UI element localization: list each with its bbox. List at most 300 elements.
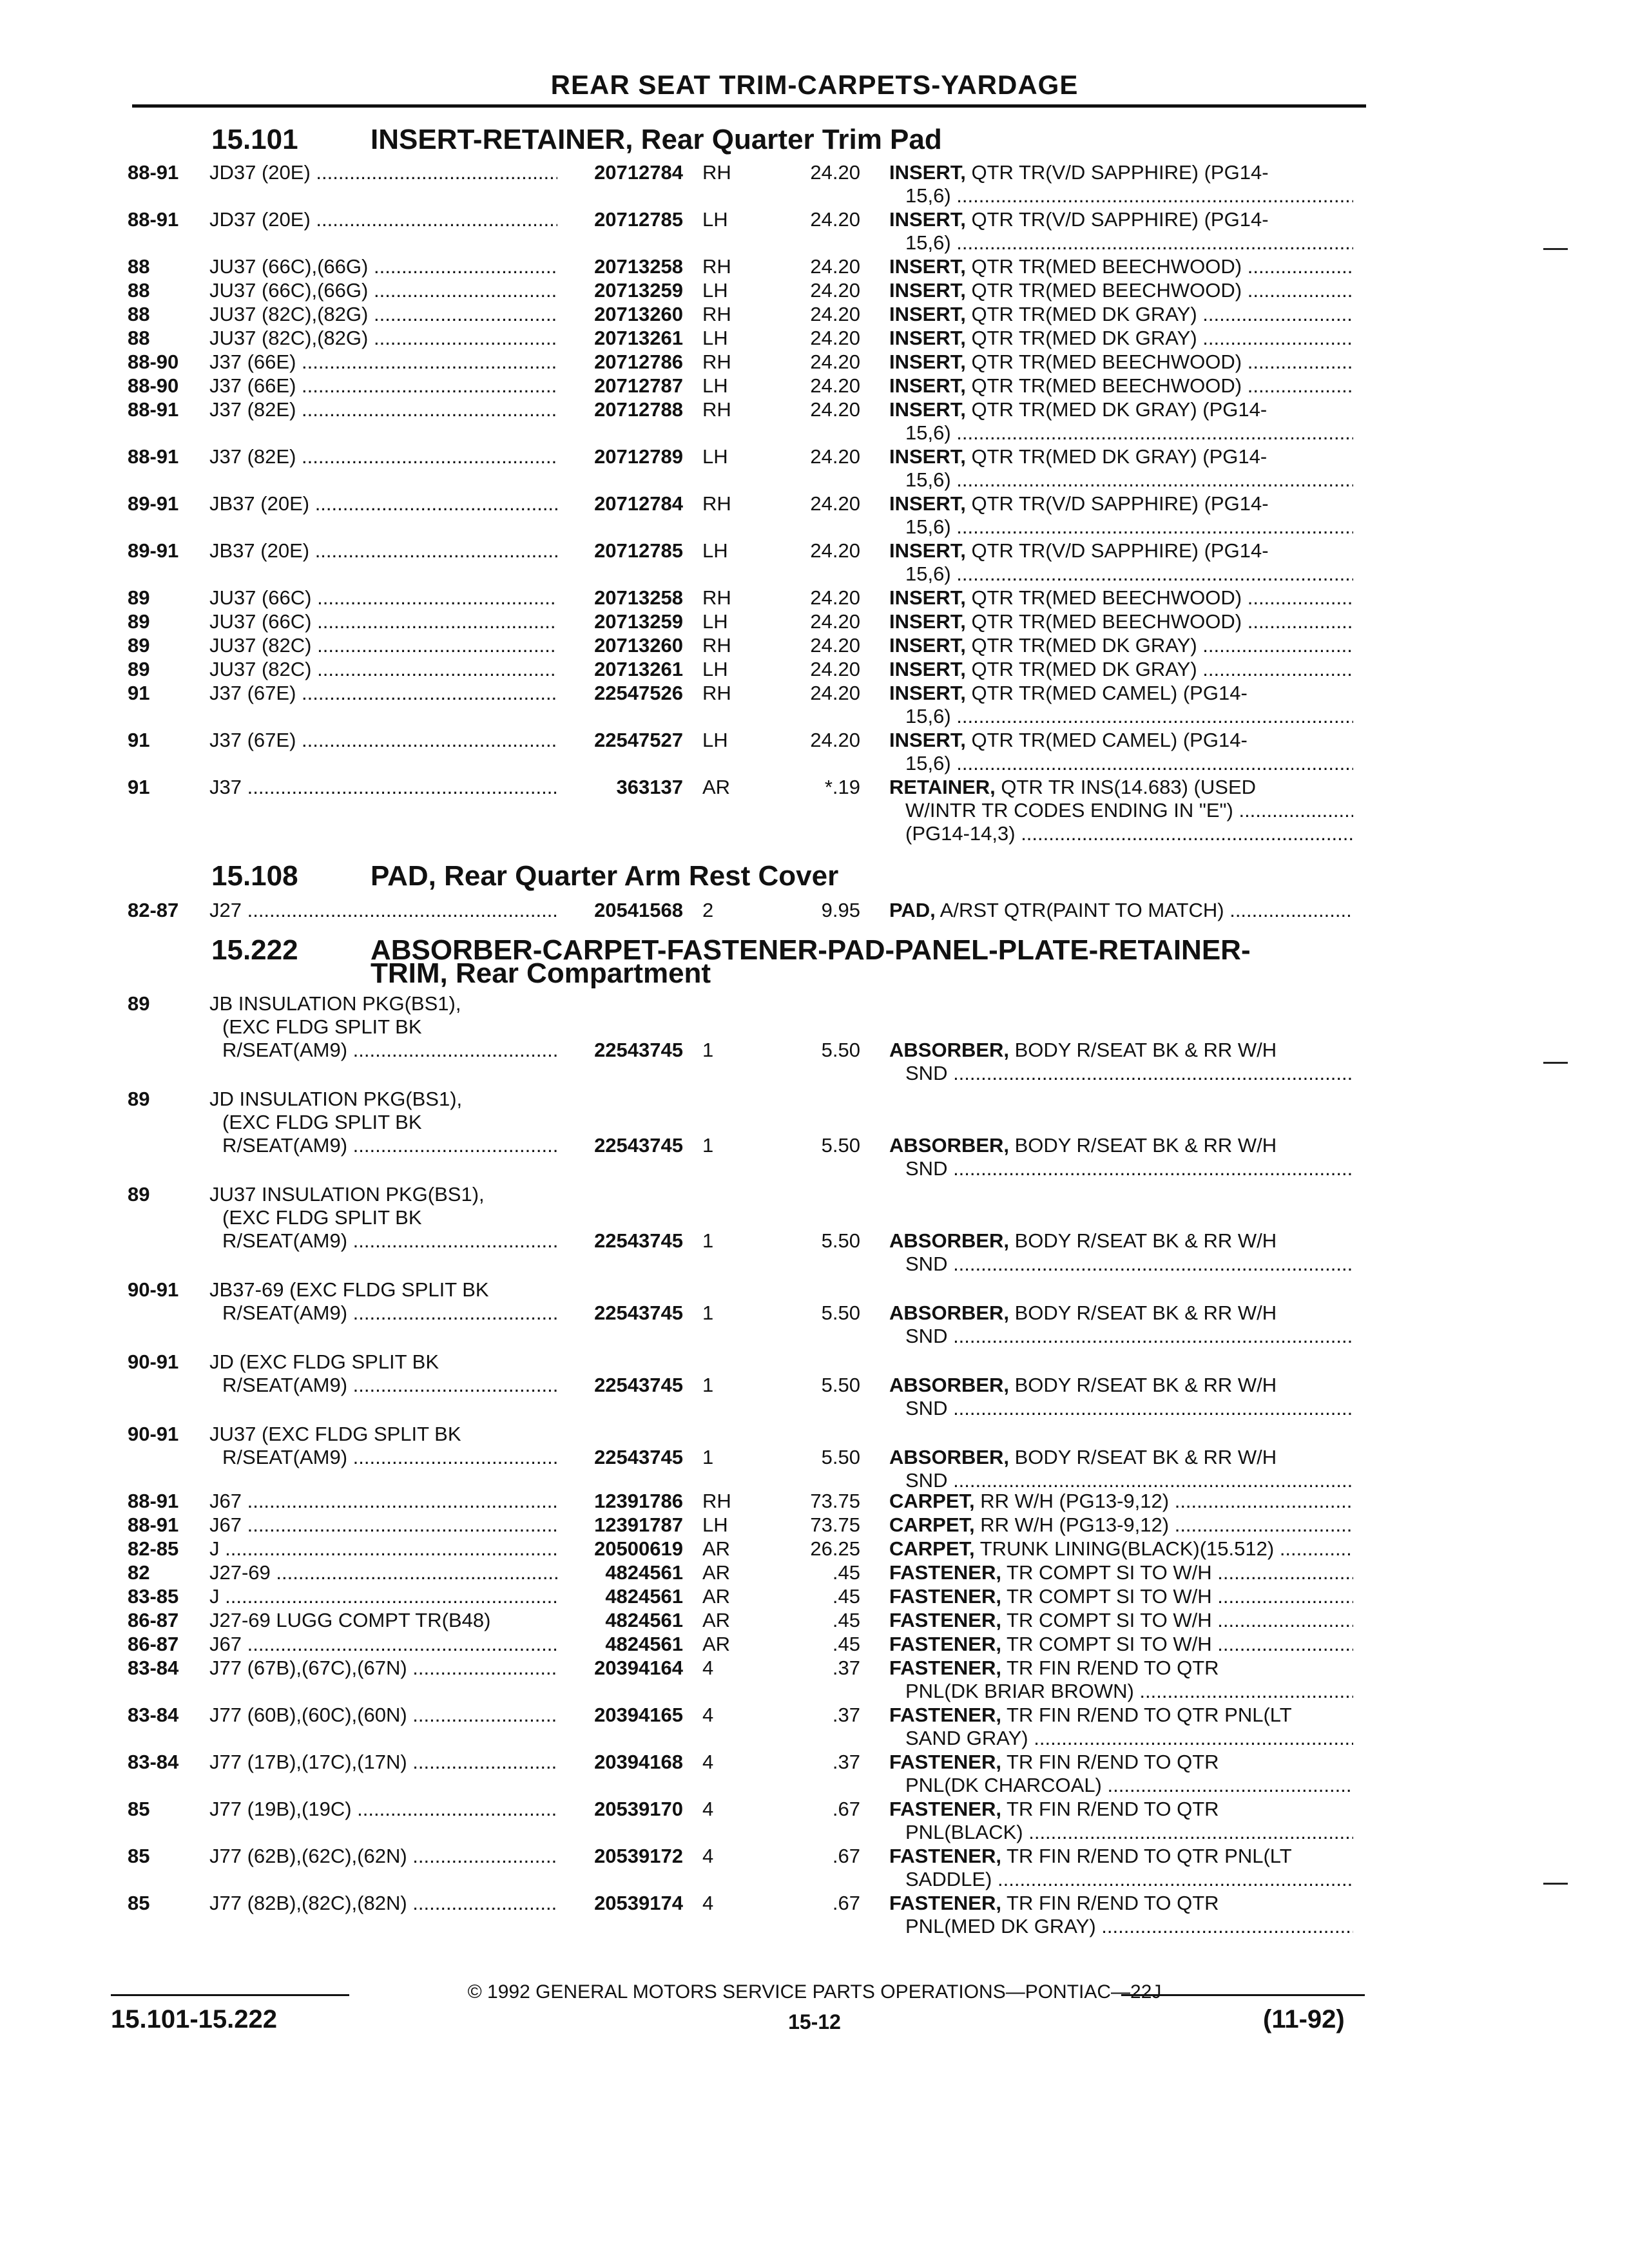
part-number: 22543745 [594, 1039, 683, 1061]
part-number: 12391787 [594, 1514, 683, 1536]
part-description-cont: 15,6) ..... [905, 705, 1353, 728]
part-name: INSERT, [889, 374, 966, 397]
model-year: 88-90 [128, 351, 179, 373]
model-code: JU37 (EXC FLDG SPLIT BK [209, 1423, 461, 1445]
section-number: 15.222 [211, 934, 298, 966]
quantity: 4 [702, 1892, 714, 1914]
model-year: 90-91 [128, 1278, 179, 1301]
model-code: JU37 (82C) ..... [209, 658, 557, 681]
model-year: 89 [128, 634, 150, 657]
part-description [889, 374, 1353, 398]
part-description-cont: PNL(BLACK) ..... [905, 1821, 1353, 1844]
section-number: 15.101 [211, 124, 298, 155]
part-description [889, 303, 1353, 326]
price: 24.20 [810, 255, 860, 278]
price: 5.50 [821, 1302, 860, 1324]
part-detail: QTR TR(V/D SAPPHIRE) (PG14- [965, 492, 1269, 515]
quantity: RH [702, 303, 731, 325]
part-description [889, 586, 1353, 610]
part-number: 20712784 [594, 492, 683, 515]
part-description-cont: (PG14-14,3) ..... [905, 822, 1353, 845]
part-description-cont: PNL(DK CHARCOAL) ..... [905, 1774, 1353, 1797]
page-number: 15-12 [788, 2010, 841, 2033]
part-name: INSERT, [889, 610, 966, 633]
price: 73.75 [810, 1514, 860, 1536]
quantity: LH [702, 729, 728, 751]
part-description [889, 327, 1353, 350]
part-description [889, 1446, 1353, 1469]
quantity: 1 [702, 1374, 714, 1396]
section-title-key: TRIM, [371, 957, 448, 989]
model-code: JD37 (20E) ..... [209, 208, 557, 231]
model-code: JU37 (66C),(66G) ..... [209, 279, 557, 302]
price: 24.20 [810, 161, 860, 184]
model-year: 89-91 [128, 492, 179, 515]
part-name: FASTENER, [889, 1845, 1001, 1867]
price: .37 [832, 1704, 860, 1726]
part-name: INSERT, [889, 729, 966, 751]
part-description [889, 776, 1353, 799]
part-detail: RR W/H (PG13-9,12) [974, 1514, 1170, 1536]
model-year: 86-87 [128, 1609, 179, 1631]
part-description [889, 445, 1353, 468]
part-description-cont: 15,6) ..... [905, 231, 1353, 255]
part-number: 20713258 [594, 586, 683, 609]
quantity: 1 [702, 1302, 714, 1324]
part-number: 22547526 [594, 682, 683, 704]
model-code: JU37 (82C),(82G) ..... [209, 303, 557, 326]
part-description [889, 1561, 1353, 1584]
part-detail: TR FIN R/END TO QTR [1001, 1657, 1219, 1679]
part-description [889, 1633, 1353, 1656]
quantity: LH [702, 445, 728, 468]
part-name: INSERT, [889, 658, 966, 680]
part-description [889, 1704, 1353, 1727]
part-description [889, 899, 1353, 922]
part-name: FASTENER, [889, 1704, 1001, 1726]
part-number: 20541568 [594, 899, 683, 921]
quantity: AR [702, 776, 731, 798]
part-description [889, 1490, 1353, 1513]
price: .67 [832, 1798, 860, 1820]
model-code: JU37 (82C),(82G) ..... [209, 327, 557, 350]
part-detail: TR FIN R/END TO QTR PNL(LT [1001, 1845, 1292, 1867]
part-description-cont: 15,6) ..... [905, 515, 1353, 539]
price: 24.20 [810, 398, 860, 421]
part-description [889, 1845, 1353, 1868]
price: 9.95 [821, 899, 860, 921]
part-detail: TRUNK LINING(BLACK)(15.512) [974, 1537, 1275, 1560]
part-name: FASTENER, [889, 1798, 1001, 1820]
quantity: RH [702, 1490, 731, 1512]
model-year: 91 [128, 776, 150, 798]
quantity: LH [702, 208, 728, 231]
part-name: ABSORBER, [889, 1374, 1010, 1396]
part-name: INSERT, [889, 398, 966, 421]
quantity: AR [702, 1633, 731, 1655]
quantity: RH [702, 634, 731, 657]
model-code: JB37 (20E) ..... [209, 492, 557, 515]
part-number: 20712788 [594, 398, 683, 421]
price: 24.20 [810, 351, 860, 373]
part-name: INSERT, [889, 445, 966, 468]
part-number: 20394168 [594, 1751, 683, 1773]
quantity: 1 [702, 1446, 714, 1468]
model-year: 89 [128, 610, 150, 633]
part-detail: QTR TR(MED BEECHWOOD) [965, 610, 1242, 633]
part-detail: QTR TR(MED DK GRAY) [965, 327, 1197, 349]
part-description [889, 1302, 1353, 1325]
part-name: FASTENER, [889, 1633, 1001, 1655]
part-description [889, 398, 1353, 421]
quantity: LH [702, 279, 728, 302]
model-code: J77 (82B),(82C),(82N) ..... [209, 1892, 557, 1915]
model-code-cont: (EXC FLDG SPLIT BK [222, 1206, 422, 1229]
part-description [889, 255, 1353, 278]
part-description-cont: 15,6) ..... [905, 752, 1353, 775]
model-year: 89-91 [128, 539, 179, 562]
part-name: ABSORBER, [889, 1134, 1010, 1157]
part-name: INSERT, [889, 351, 966, 373]
part-number: 20712789 [594, 445, 683, 468]
model-year: 89 [128, 586, 150, 609]
model-year: 90-91 [128, 1423, 179, 1445]
part-detail: TR FIN R/END TO QTR [1001, 1751, 1219, 1773]
model-year: 88 [128, 327, 150, 349]
part-description [889, 1798, 1353, 1821]
part-description [889, 1514, 1353, 1537]
quantity: 4 [702, 1845, 714, 1867]
part-detail: QTR TR(MED CAMEL) (PG14- [965, 682, 1248, 704]
model-code: JU37 (82C) ..... [209, 634, 557, 657]
part-description-cont: PNL(MED DK GRAY) ..... [905, 1915, 1353, 1938]
margin-mark [1543, 1883, 1568, 1885]
part-name: PAD, [889, 899, 936, 921]
part-number: 22543745 [594, 1374, 683, 1396]
price: .45 [832, 1561, 860, 1584]
part-name: INSERT, [889, 279, 966, 302]
model-code: J67 ..... [209, 1633, 557, 1656]
part-number: 20500619 [594, 1537, 683, 1560]
model-year: 88-91 [128, 445, 179, 468]
quantity: LH [702, 1514, 728, 1536]
section-title-rest: Rear Compartment [447, 957, 711, 989]
part-detail: QTR TR INS(14.683) (USED [995, 776, 1257, 798]
part-name: RETAINER, [889, 776, 996, 798]
quantity: 1 [702, 1134, 714, 1157]
part-name: ABSORBER, [889, 1446, 1010, 1468]
price: 24.20 [810, 658, 860, 680]
model-code: J37 (67E) ..... [209, 729, 557, 752]
model-year: 85 [128, 1798, 150, 1820]
part-description [889, 1657, 1353, 1680]
part-number: 4824561 [605, 1609, 683, 1631]
part-number: 20394164 [594, 1657, 683, 1679]
model-code: J27-69 ..... [209, 1561, 557, 1584]
model-year: 88-91 [128, 1490, 179, 1512]
part-number: 4824561 [605, 1585, 683, 1608]
part-description-cont: PNL(DK BRIAR BROWN) ..... [905, 1680, 1353, 1703]
part-description-cont: SND ..... [905, 1253, 1353, 1276]
model-code: J77 (17B),(17C),(17N) ..... [209, 1751, 557, 1774]
part-detail: BODY R/SEAT BK & RR W/H [1009, 1302, 1277, 1324]
price: 24.20 [810, 586, 860, 609]
part-name: CARPET, [889, 1537, 975, 1560]
part-detail: BODY R/SEAT BK & RR W/H [1009, 1446, 1277, 1468]
model-code: JU37 (66C) ..... [209, 610, 557, 633]
part-name: INSERT, [889, 255, 966, 278]
price: 5.50 [821, 1374, 860, 1396]
part-name: INSERT, [889, 208, 966, 231]
part-description-cont: W/INTR TR CODES ENDING IN "E") ..... [905, 799, 1353, 822]
part-name: CARPET, [889, 1514, 975, 1536]
part-name: INSERT, [889, 586, 966, 609]
part-detail: TR COMPT SI TO W/H [1001, 1609, 1212, 1631]
part-detail: QTR TR(MED BEECHWOOD) [965, 586, 1242, 609]
model-code: J77 (60B),(60C),(60N) ..... [209, 1704, 557, 1727]
section-title-key: PAD, [371, 860, 436, 892]
model-year: 83-84 [128, 1751, 179, 1773]
quantity: LH [702, 539, 728, 562]
model-year: 83-85 [128, 1585, 179, 1608]
model-code-cont: R/SEAT(AM9) ..... [222, 1134, 557, 1157]
quantity: RH [702, 586, 731, 609]
part-name: ABSORBER, [889, 1302, 1010, 1324]
part-detail: BODY R/SEAT BK & RR W/H [1009, 1039, 1277, 1061]
part-detail: BODY R/SEAT BK & RR W/H [1009, 1374, 1277, 1396]
part-detail: TR COMPT SI TO W/H [1001, 1585, 1212, 1608]
part-detail: RR W/H (PG13-9,12) [974, 1490, 1170, 1512]
part-number: 20713260 [594, 634, 683, 657]
part-name: ABSORBER, [889, 1229, 1010, 1252]
part-detail: QTR TR(MED BEECHWOOD) [965, 351, 1242, 373]
section-title-key: ABSORBER-CARPET-FASTENER-PAD-PANEL-PLATE-RETAINER- [371, 934, 1251, 966]
model-code-cont: R/SEAT(AM9) ..... [222, 1229, 557, 1253]
part-description [889, 634, 1353, 657]
part-name: INSERT, [889, 161, 966, 184]
section-title-line2 [371, 957, 711, 990]
part-detail: A/RST QTR(PAINT TO MATCH) [935, 899, 1224, 921]
quantity: RH [702, 398, 731, 421]
part-detail: QTR TR(MED DK GRAY) [965, 658, 1197, 680]
model-year: 89 [128, 658, 150, 680]
part-number: 20712785 [594, 539, 683, 562]
section-title [371, 124, 942, 156]
model-year: 83-84 [128, 1657, 179, 1679]
price: 5.50 [821, 1039, 860, 1061]
part-description [889, 351, 1353, 374]
model-year: 88 [128, 255, 150, 278]
part-detail: QTR TR(MED DK GRAY) (PG14- [965, 445, 1268, 468]
part-number: 20713261 [594, 658, 683, 680]
quantity: RH [702, 492, 731, 515]
part-number: 20713259 [594, 279, 683, 302]
revision-date: (11-92) [1263, 2005, 1345, 2033]
part-name: FASTENER, [889, 1892, 1001, 1914]
model-code: J37 (66E) ..... [209, 351, 557, 374]
quantity: AR [702, 1561, 731, 1584]
part-description [889, 1585, 1353, 1608]
model-year: 89 [128, 1088, 150, 1110]
part-number: 363137 [616, 776, 683, 798]
part-name: INSERT, [889, 539, 966, 562]
part-detail: QTR TR(MED DK GRAY) [965, 303, 1197, 325]
part-number: 20712786 [594, 351, 683, 373]
model-code: JU37 (66C),(66G) ..... [209, 255, 557, 278]
part-description [889, 610, 1353, 633]
part-name: FASTENER, [889, 1751, 1001, 1773]
part-detail: BODY R/SEAT BK & RR W/H [1009, 1229, 1277, 1252]
model-year: 89 [128, 1183, 150, 1206]
part-detail: QTR TR(MED CAMEL) (PG14- [965, 729, 1248, 751]
price: 5.50 [821, 1446, 860, 1468]
model-code: J67 ..... [209, 1514, 557, 1537]
part-description [889, 658, 1353, 681]
part-detail: TR COMPT SI TO W/H [1001, 1633, 1212, 1655]
model-code: J77 (62B),(62C),(62N) ..... [209, 1845, 557, 1868]
part-description [889, 1537, 1353, 1561]
model-year: 91 [128, 682, 150, 704]
model-code-cont: R/SEAT(AM9) ..... [222, 1302, 557, 1325]
margin-mark [1543, 1062, 1568, 1064]
part-number: 20712784 [594, 161, 683, 184]
price: 73.75 [810, 1490, 860, 1512]
price: 24.20 [810, 610, 860, 633]
part-name: FASTENER, [889, 1561, 1001, 1584]
model-year: 89 [128, 992, 150, 1015]
part-description-cont: 15,6) ..... [905, 468, 1353, 492]
copyright-line: © 1992 GENERAL MOTORS SERVICE PARTS OPERATIONS—PONTIAC—22J [467, 1981, 1162, 2003]
part-description-cont: SND ..... [905, 1325, 1353, 1348]
section-title-key: INSERT-RETAINER, [371, 124, 633, 155]
part-number: 20713259 [594, 610, 683, 633]
part-number: 4824561 [605, 1561, 683, 1584]
quantity: RH [702, 351, 731, 373]
model-code: JD (EXC FLDG SPLIT BK [209, 1350, 439, 1373]
quantity: LH [702, 658, 728, 680]
model-code-cont: (EXC FLDG SPLIT BK [222, 1111, 422, 1133]
part-detail: TR FIN R/END TO QTR [1001, 1892, 1219, 1914]
margin-mark [1543, 248, 1568, 250]
part-description [889, 279, 1353, 302]
part-description [889, 1229, 1353, 1253]
price: .37 [832, 1751, 860, 1773]
price: .67 [832, 1845, 860, 1867]
part-number: 22547527 [594, 729, 683, 751]
price: 24.20 [810, 539, 860, 562]
part-description [889, 208, 1353, 231]
model-code-cont: R/SEAT(AM9) ..... [222, 1039, 557, 1062]
part-name: INSERT, [889, 327, 966, 349]
part-description-cont: SND ..... [905, 1062, 1353, 1085]
model-code-cont: (EXC FLDG SPLIT BK [222, 1015, 422, 1038]
part-number: 20713261 [594, 327, 683, 349]
quantity: LH [702, 374, 728, 397]
model-year: 82 [128, 1561, 150, 1584]
quantity: 1 [702, 1039, 714, 1061]
price: 24.20 [810, 303, 860, 325]
part-name: FASTENER, [889, 1657, 1001, 1679]
part-name: FASTENER, [889, 1609, 1001, 1631]
model-code: JB INSULATION PKG(BS1), [209, 992, 461, 1015]
model-code: J67 ..... [209, 1490, 557, 1513]
price: .67 [832, 1892, 860, 1914]
price: *.19 [824, 776, 860, 798]
part-number: 20539170 [594, 1798, 683, 1820]
price: 24.20 [810, 682, 860, 704]
part-detail: QTR TR(MED BEECHWOOD) [965, 255, 1242, 278]
model-code: J77 (67B),(67C),(67N) ..... [209, 1657, 557, 1680]
price: 24.20 [810, 279, 860, 302]
part-name: INSERT, [889, 303, 966, 325]
part-name: INSERT, [889, 682, 966, 704]
model-code: J37 (82E) ..... [209, 445, 557, 468]
part-description-cont: SND ..... [905, 1157, 1353, 1180]
model-code: J ..... [209, 1585, 557, 1608]
part-number: 20539174 [594, 1892, 683, 1914]
section-range: 15.101-15.222 [111, 2005, 278, 2033]
part-number: 12391786 [594, 1490, 683, 1512]
part-description [889, 1039, 1353, 1062]
model-year: 82-87 [128, 899, 179, 921]
part-number: 20712787 [594, 374, 683, 397]
part-description [889, 1751, 1353, 1774]
model-year: 82-85 [128, 1537, 179, 1560]
part-name: FASTENER, [889, 1585, 1001, 1608]
model-code: J ..... [209, 1537, 557, 1561]
quantity: 1 [702, 1229, 714, 1252]
part-description [889, 1374, 1353, 1397]
price: 24.20 [810, 374, 860, 397]
model-code: J27 ..... [209, 899, 557, 922]
header-rule [132, 104, 1366, 108]
part-detail: QTR TR(V/D SAPPHIRE) (PG14- [965, 161, 1269, 184]
part-description [889, 539, 1353, 562]
part-description-cont: SND ..... [905, 1397, 1353, 1420]
model-code: JD37 (20E) ..... [209, 161, 557, 184]
model-code: JU37 INSULATION PKG(BS1), [209, 1183, 485, 1206]
model-code: J37 (67E) ..... [209, 682, 557, 705]
part-detail: TR FIN R/END TO QTR PNL(LT [1001, 1704, 1292, 1726]
quantity: LH [702, 327, 728, 349]
model-code: J77 (19B),(19C) ..... [209, 1798, 557, 1821]
model-code: JU37 (66C) ..... [209, 586, 557, 610]
quantity: RH [702, 255, 731, 278]
model-year: 90-91 [128, 1350, 179, 1373]
part-number: 22543745 [594, 1446, 683, 1468]
part-number: 20712785 [594, 208, 683, 231]
part-name: INSERT, [889, 634, 966, 657]
part-number: 22543745 [594, 1229, 683, 1252]
model-code: JB37 (20E) ..... [209, 539, 557, 562]
model-year: 86-87 [128, 1633, 179, 1655]
model-year: 88-90 [128, 374, 179, 397]
part-number: 20713258 [594, 255, 683, 278]
price: .37 [832, 1657, 860, 1679]
model-year: 85 [128, 1892, 150, 1914]
quantity: 2 [702, 899, 714, 921]
part-number: 20539172 [594, 1845, 683, 1867]
model-year: 88-91 [128, 1514, 179, 1536]
part-number: 20394165 [594, 1704, 683, 1726]
part-detail: TR COMPT SI TO W/H [1001, 1561, 1212, 1584]
price: 24.20 [810, 634, 860, 657]
part-description [889, 682, 1353, 705]
section-title-rest: Rear Quarter Trim Pad [633, 124, 942, 155]
part-detail: TR FIN R/END TO QTR [1001, 1798, 1219, 1820]
price: 26.25 [810, 1537, 860, 1560]
quantity: RH [702, 161, 731, 184]
